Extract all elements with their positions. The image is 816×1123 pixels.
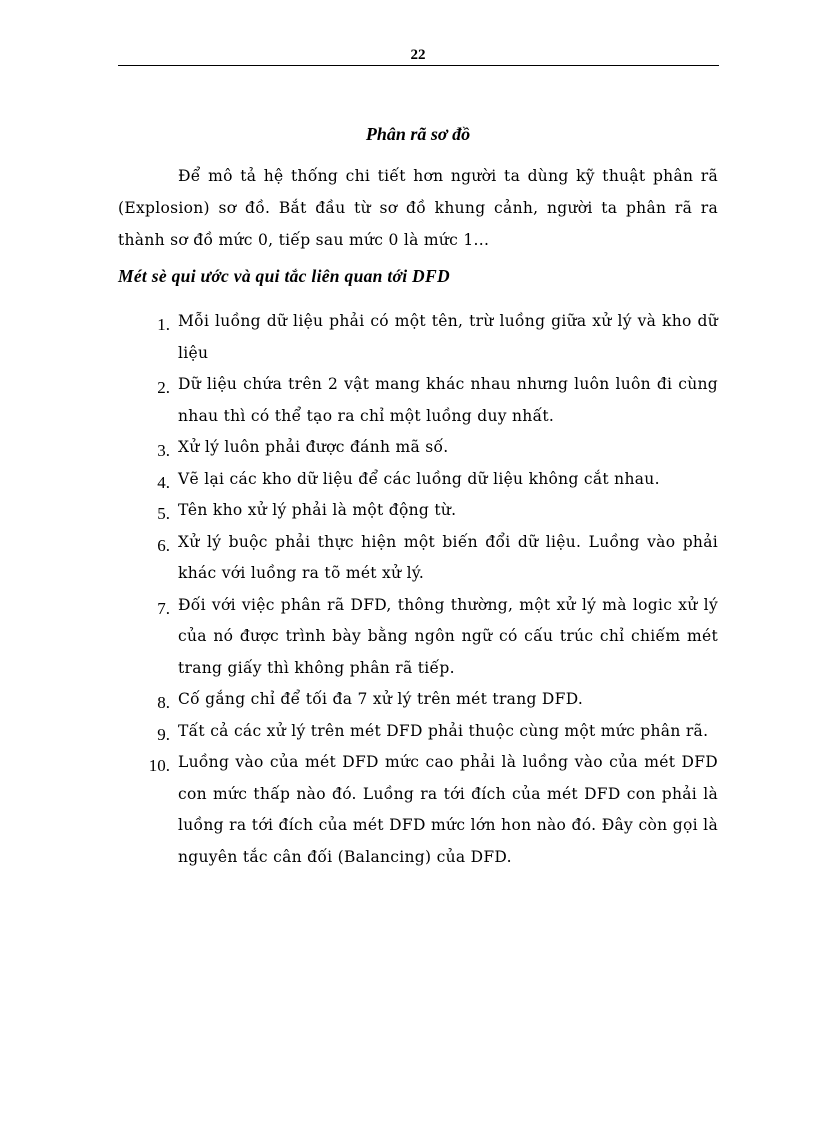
list-item (140, 590, 718, 685)
list-item-number: 8. (157, 693, 170, 712)
list-item-text: Xử lý luôn phải được đánh mã số. (178, 438, 449, 456)
list-item (140, 306, 718, 369)
list-item-text: Vẽ lại các kho dữ liệu để các luồng dữ liệu không cắt nhau. (178, 469, 660, 488)
list-item-text: Luồng vào của mét DFD mức cao phải là luồng vào của mét DFD con mức thấp nào đó. Luồng ra tới đích của mét DFD con phải là luồng ra tới đích của mét DFD mức lớn hon nào đó. Đây còn gọi là nguyên tắc cân đối (Balancing) của DFD. (178, 753, 718, 866)
intro-paragraph (118, 160, 718, 256)
list-item-text: Tên kho xử lý phải là một động từ. (178, 501, 457, 519)
list-item-text: Dữ liệu chứa trên 2 vật mang khác nhau nhưng luôn luôn đi cùng nhau thì có thể tạo ra chỉ một luồng duy nhất. (178, 375, 718, 425)
list-item-number: 1. (157, 315, 170, 334)
list-item (140, 464, 718, 496)
list-item (140, 716, 718, 748)
list-item (140, 432, 718, 464)
rules-heading: Mét sè qui ước và qui tắc liên quan tới DFD (118, 266, 450, 286)
list-item-number: 3. (157, 441, 170, 460)
list-item (140, 527, 718, 590)
header-rule (118, 65, 719, 66)
list-item-number: 2. (157, 378, 170, 397)
list-item-number: 4. (157, 472, 170, 492)
list-item-number: 9. (157, 724, 170, 744)
list-item-text: Đối với việc phân rã DFD, thông thường, một xử lý mà logic xử lý của nó được trình bày bằng ngôn ngữ có cấu trúc chỉ chiếm mét trang giấy thì không phân rã tiếp. (178, 595, 718, 677)
list-item-number: 6. (157, 535, 170, 555)
list-item-number: 10. (148, 756, 170, 775)
list-item (140, 369, 718, 432)
list-item (140, 747, 718, 873)
list-item (140, 495, 718, 527)
list-item-text: Tất cả các xử lý trên mét DFD phải thuộc cùng một mức phân rã. (178, 721, 709, 740)
list-item-number: 7. (157, 598, 170, 618)
list-item-number: 5. (157, 504, 170, 523)
intro-text: Để mô tả hệ thống chi tiết hơn người ta dùng kỹ thuật phân rã (Explosion) sơ đồ. Bắt đầu từ sơ đồ khung cảnh, người ta phân rã ra thành sơ đồ mức 0, tiếp sau mức 0 là mức 1... (118, 167, 718, 249)
list-item-text: Cố gắng chỉ để tối đa 7 xử lý trên mét trang DFD. (178, 690, 584, 708)
section-title: Phân rã sơ đồ (365, 124, 471, 144)
page-number: 22 (410, 47, 426, 63)
list-item-text: Xử lý buộc phải thực hiện một biến đổi dữ liệu. Luồng vào phải khác với luồng ra tõ mét xử lý. (178, 532, 718, 582)
list-item (140, 684, 718, 716)
rules-list (140, 306, 718, 873)
list-item-text: Mỗi luồng dữ liệu phải có một tên, trừ luồng giữa xử lý và kho dữ liệu (178, 312, 718, 362)
